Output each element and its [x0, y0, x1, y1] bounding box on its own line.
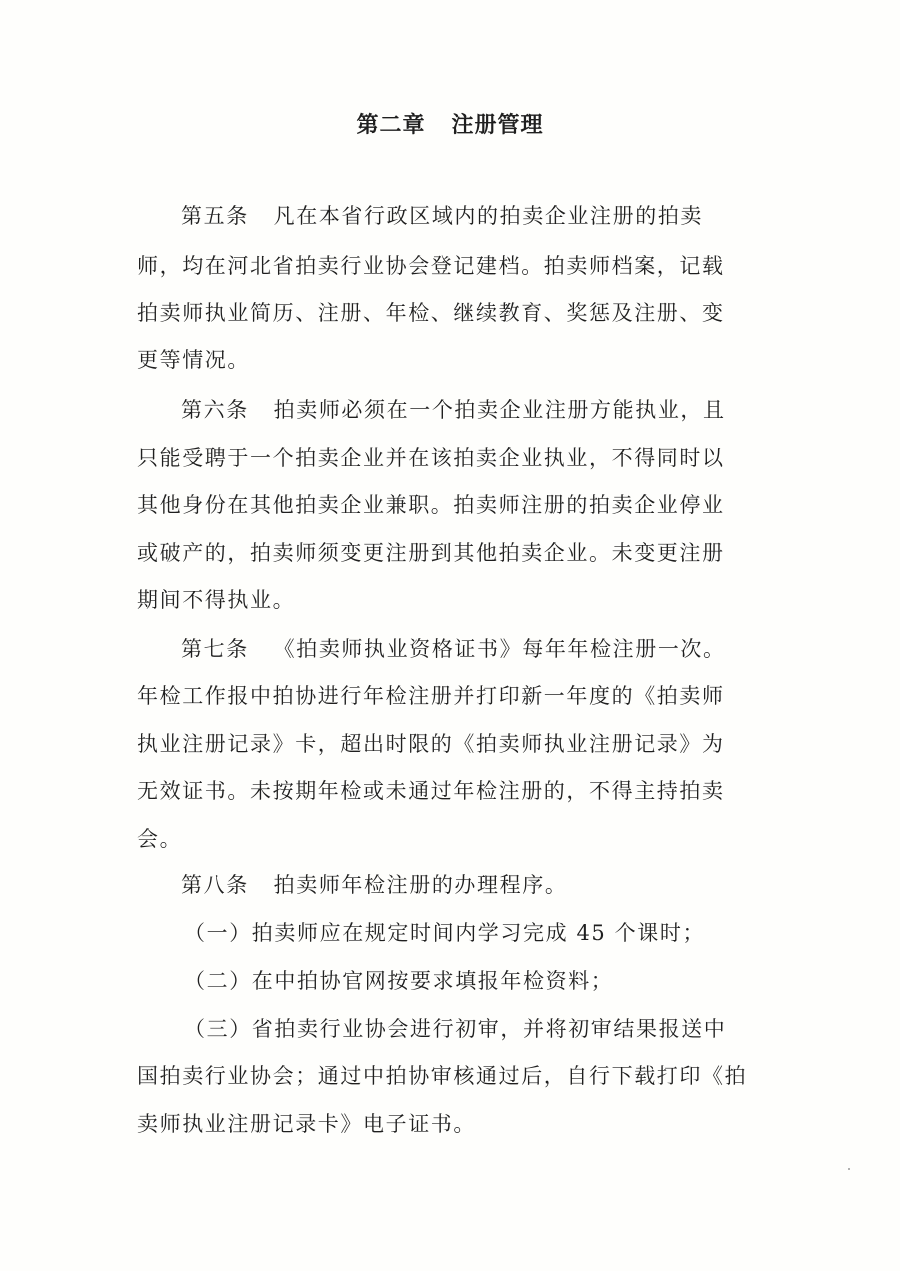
- item-1-line-1: （一）拍卖师应在规定时间内学习完成 45 个课时；: [184, 921, 706, 945]
- article-7-line-4: 无效证书。未按期年检或未通过年检注册的，不得主持拍卖: [137, 779, 725, 803]
- article-6-line-5: 期间不得执业。: [137, 588, 296, 612]
- item-2-line-1: （二）在中拍协官网按要求填报年检资料；: [184, 969, 614, 993]
- article-8-line-1: 第八条 拍卖师年检注册的办理程序。: [181, 873, 568, 897]
- article-6-line-3: 其他身份在其他拍卖企业兼职。拍卖师注册的拍卖企业停业: [137, 493, 725, 517]
- article-7-line-5: 会。: [137, 827, 183, 851]
- article-6-line-1: 第六条 拍卖师必须在一个拍卖企业注册方能执业，且: [181, 398, 726, 422]
- article-7-line-3: 执业注册记录》卡，超出时限的《拍卖师执业注册记录》为: [137, 732, 725, 756]
- article-7-line-1: 第七条 《拍卖师执业资格证书》每年年检注册一次。: [181, 637, 726, 661]
- chapter-title: 第二章 注册管理: [356, 113, 544, 138]
- item-3-line-1: （三）省拍卖行业协会进行初审，并将初审结果报送中: [184, 1017, 727, 1041]
- article-5-line-3: 拍卖师执业简历、注册、年检、继续教育、奖惩及注册、变: [137, 301, 725, 325]
- item-3-line-2: 国拍卖行业协会；通过中拍协审核通过后，自行下载打印《拍: [137, 1064, 748, 1088]
- article-5-line-1: 第五条 凡在本省行政区域内的拍卖企业注册的拍卖: [181, 204, 704, 228]
- article-6-line-2: 只能受聘于一个拍卖企业并在该拍卖企业执业，不得同时以: [137, 446, 725, 470]
- article-5-line-2: 师，均在河北省拍卖行业协会登记建档。拍卖师档案，记载: [137, 254, 725, 278]
- scan-speck: [848, 1168, 850, 1170]
- item-3-line-3: 卖师执业注册记录卡》电子证书。: [137, 1112, 476, 1136]
- article-7-line-2: 年检工作报中拍协进行年检注册并打印新一年度的《拍卖师: [137, 684, 725, 708]
- article-5-line-4: 更等情况。: [137, 348, 250, 372]
- article-6-line-4: 或破产的，拍卖师须变更注册到其他拍卖企业。未变更注册: [137, 541, 725, 565]
